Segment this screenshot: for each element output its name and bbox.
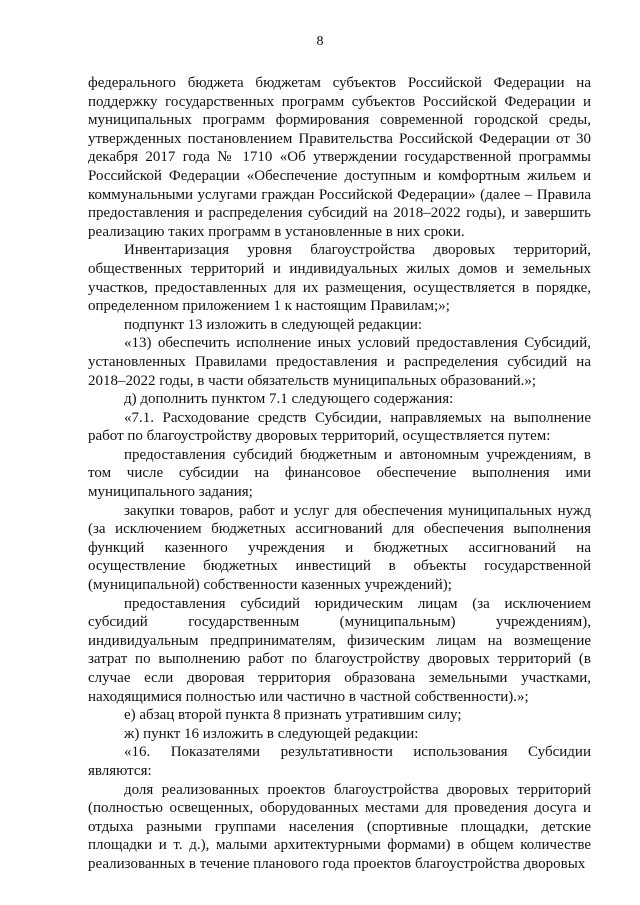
document-body: [88, 74, 591, 874]
paragraph: «7.1. Расходование средств Субсидии, направляемых на выполнение работ по благоустройству дворовых территорий, осуществляется путем:: [88, 409, 591, 445]
paragraph: е) абзац второй пункта 8 признать утратившим силу;: [124, 707, 462, 724]
paragraph: «16. Показателями результативности использования Субсидии являются:: [88, 744, 591, 779]
paragraph: д) дополнить пунктом 7.1 следующего содержания:: [124, 391, 454, 408]
paragraph: федерального бюджета бюджетам субъектов Российской Федерации на поддержку государственных программ субъектов Российской Федерации и муниципальных программ формирования современной городской среды, утвержденных постановлением Правительства Российской Федерации от 30 декабря 2017 года № 1710 «Об утверждении государственной программы Российской Федерации «Обеспечение доступным и комфортным жильем и коммунальными услугами граждан Российской Федерации» (далее – Правила предоставления и распределения субсидий на 2018–2022 годы), и завершить реализацию таких программ в установленные в них сроки.: [88, 75, 591, 240]
paragraph: Инвентаризация уровня благоустройства дворовых территорий, общественных территорий и индивидуальных жилых домов и земельных участков, предоставленных для их размещения, осуществляется в порядке, определенном приложением 1 к настоящим Правилам;»;: [88, 242, 591, 315]
paragraph: подпункт 13 изложить в следующей редакции:: [124, 316, 423, 333]
paragraph: «13) обеспечить исполнение иных условий предоставления Субсидий, установленных Правилами предоставления и распределения субсидий на 2018–2022 годы, в части обязательств муниципальных образований.»;: [88, 335, 591, 389]
paragraph: закупки товаров, работ и услуг для обеспечения муниципальных нужд (за исключением бюджетных ассигнований для обеспечения выполнения функций казенного учреждения и бюджетных ассигнований на осуществление бюджетных инвестиций в объекты государственной (муниципальной) собственности казенных учреждений);: [88, 502, 591, 594]
paragraph: предоставления субсидий бюджетным и автономным учреждениям, в том числе субсидии на финансовое обеспечение выполнения ими муниципального задания;: [88, 446, 591, 501]
paragraph: доля реализованных проектов благоустройства дворовых территорий (полностью освещенных, оборудованных местами для проведения досуга и отдыха разными группами населения (спортивные площадки, детские площадки и т. д.), малыми архитектурными формами) в общем количестве реализованных в течение планового года проектов благоустройства дворовых: [88, 781, 591, 872]
page-number: 8: [316, 34, 324, 49]
paragraph: ж) пункт 16 изложить в следующей редакции:: [124, 725, 419, 742]
paragraph: предоставления субсидий юридическим лицам (за исключением субсидий государственным (муниципальным) учреждениям), индивидуальным предпринимателям, физическим лицам на возмещение затрат по выполнению работ по благоустройству дворовых территорий (в случае если дворовая территория образована земельными участками, находящимися полностью или частично в частной собственности).»;: [88, 595, 591, 705]
